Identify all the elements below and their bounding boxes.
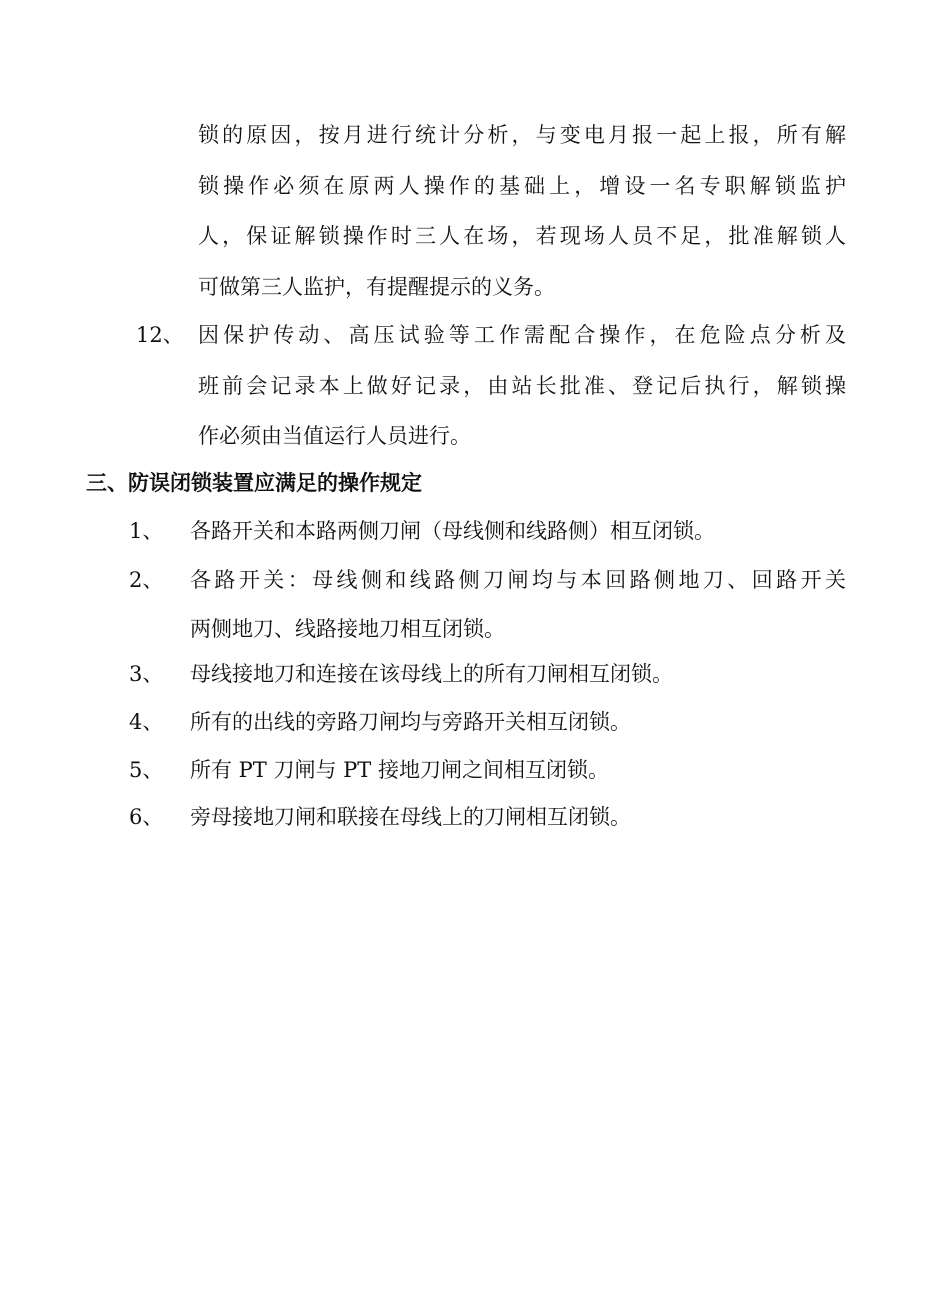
paragraph-line: 可做第三人监护，有提醒提示的义务。	[198, 275, 555, 299]
list-item-line: 两侧地刀、线路接地刀相互闭锁。	[190, 617, 505, 641]
paragraph-line: 锁操作必须在原两人操作的基础上，增设一名专职解锁监护	[198, 174, 846, 198]
list-item-number: 5、	[129, 758, 164, 782]
list-item-line: 所有的出线的旁路刀闸均与旁路开关相互闭锁。	[190, 710, 631, 734]
list-item-number: 1、	[129, 519, 164, 543]
paragraph-line: 锁的原因，按月进行统计分析，与变电月报一起上报，所有解	[198, 123, 846, 147]
list-item-line: 所有 PT 刀闸与 PT 接地刀闸之间相互闭锁。	[190, 758, 609, 782]
paragraph-line: 人，保证解锁操作时三人在场，若现场人员不足，批准解锁人	[198, 224, 846, 248]
section-heading: 三、防误闭锁装置应满足的操作规定	[86, 471, 422, 495]
list-item-number: 4、	[129, 710, 164, 734]
list-item-line: 各路开关和本路两侧刀闸（母线侧和线路侧）相互闭锁。	[190, 519, 715, 543]
list-item-line: 因保护传动、高压试验等工作需配合操作，在危险点分析及	[198, 323, 846, 347]
list-item-number: 6、	[129, 805, 164, 829]
list-item-line: 母线接地刀和连接在该母线上的所有刀闸相互闭锁。	[190, 662, 673, 686]
list-item-line: 作必须由当值运行人员进行。	[198, 424, 471, 448]
list-item-line: 旁母接地刀闸和联接在母线上的刀闸相互闭锁。	[190, 805, 631, 829]
list-item-line: 各路开关：母线侧和线路侧刀闸均与本回路侧地刀、回路开关	[190, 568, 846, 592]
list-item-line: 班前会记录本上做好记录，由站长批准、登记后执行，解锁操	[198, 374, 846, 398]
list-item-number: 3、	[129, 662, 164, 686]
list-item-number: 2、	[129, 568, 164, 592]
list-item-number: 12、	[136, 323, 184, 347]
